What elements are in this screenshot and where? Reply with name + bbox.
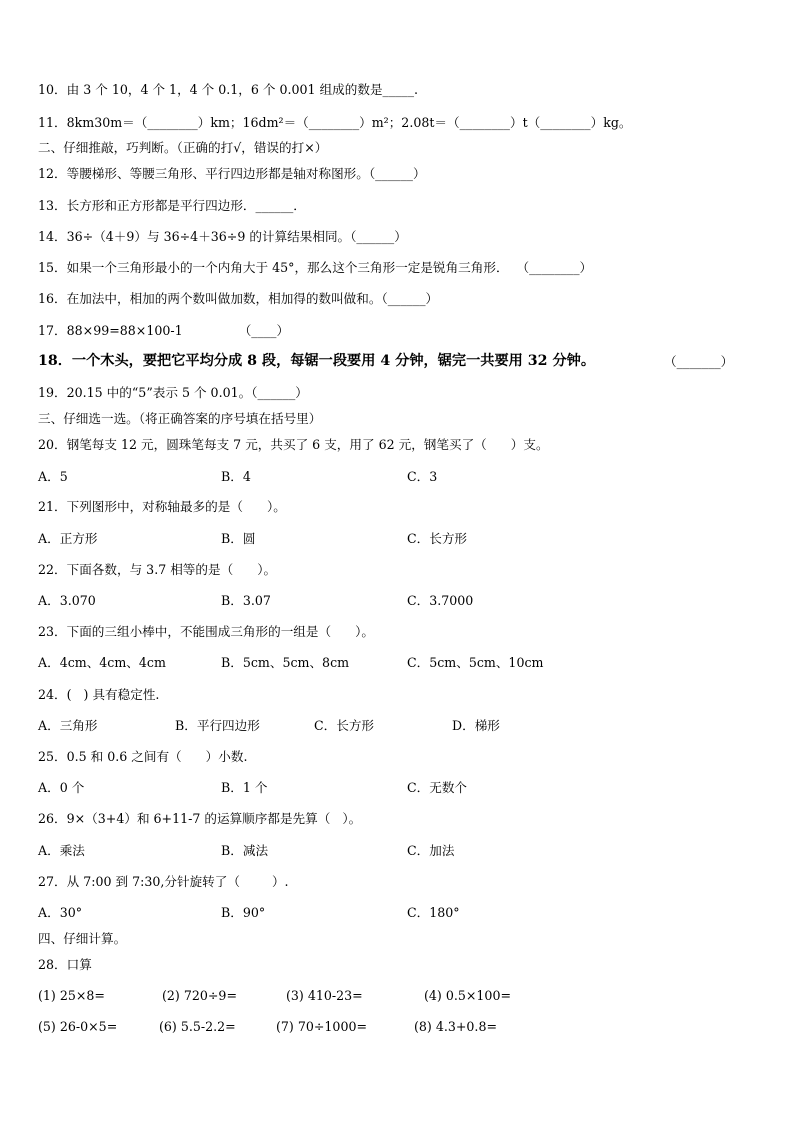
q21-option-b: B．圆 [221,531,256,546]
q26-option-c: C．加法 [407,843,455,858]
question-14: 14．36÷（4＋9）与 36÷4＋36÷9 的计算结果相同。（______） [38,229,407,244]
question-27: 27．从 7:00 到 7:30,分针旋转了（ ）. [38,874,289,889]
q25-option-a: A．0 个 [38,780,85,795]
section-4-heading: 四、仔细计算。 [38,931,127,946]
q20-option-b: B．4 [221,469,251,484]
q24-option-c: C．长方形 [314,718,375,733]
q23-option-b: B．5cm、5cm、8cm [221,655,350,670]
calc-item-5: (5) 26-0×5= [38,1019,118,1034]
q23-option-a: A．4cm、4cm、4cm [38,655,166,670]
question-22: 22．下面各数，与 3.7 相等的是（ ）。 [38,562,277,577]
q21-option-c: C．长方形 [407,531,468,546]
q20-option-a: A．5 [38,469,68,484]
question-20: 20．钢笔每支 12 元，圆珠笔每支 7 元，共买了 6 支，用了 62 元，钢笔买了（ ）支。 [38,437,549,452]
q27-option-c: C．180° [407,905,460,920]
question-15: 15．如果一个三角形最小的一个内角大于 45°，那么这个三角形一定是锐角三角形． （________） [38,260,593,275]
q22-option-a: A．3.070 [38,593,96,608]
question-28: 28．口算 [38,957,92,972]
q22-option-b: B．3.07 [221,593,271,608]
q24-option-d: D．梯形 [452,718,500,733]
section-3-heading: 三、仔细选一选。（将正确答案的序号填在括号里） [38,411,322,426]
calc-item-7: (7) 70÷1000= [276,1019,368,1034]
q20-option-c: C．3 [407,469,438,484]
calc-item-2: (2) 720÷9= [162,988,237,1003]
question-25: 25．0.5 和 0.6 之间有（ ）小数. [38,749,248,764]
q23-option-c: C．5cm、5cm、10cm [407,655,544,670]
question-10: 10．由 3 个 10，4 个 1，4 个 0.1，6 个 0.001 组成的数是_____. [38,82,419,97]
q25-option-c: C．无数个 [407,780,468,795]
q26-option-a: A．乘法 [38,843,85,858]
q27-option-b: B．90° [221,905,266,920]
question-17: 17．88×99=88×100-1 （____） [38,323,290,338]
question-23: 23．下面的三组小棒中，不能围成三角形的一组是（ ）。 [38,624,374,639]
section-2-heading: 二、仔细推敲，巧判断。（正确的打√，错误的打×） [38,140,328,155]
calc-item-4: (4) 0.5×100= [424,988,512,1003]
q25-option-b: B．1 个 [221,780,268,795]
question-24: 24．( ) 具有稳定性. [38,687,160,702]
q24-option-a: A．三角形 [38,718,98,733]
question-26: 26．9×（3+4）和 6+11-7 的运算顺序都是先算（ ）。 [38,811,362,826]
calc-item-1: (1) 25×8= [38,988,105,1003]
question-11: 11．8km30m＝（________）km；16dm²＝（________）m²；2.08t＝（________）t（________）kg。 [38,115,632,130]
q26-option-b: B．减法 [221,843,269,858]
calc-item-3: (3) 410-23= [286,988,363,1003]
question-19: 19．20.15 中的“5”表示 5 个 0.01。（______） [38,385,308,400]
q24-option-b: B．平行四边形 [175,718,260,733]
question-18: 18．一个木头，要把它平均分成 8 段，每锯一段要用 4 分钟，锯完一共要用 32 分钟。 [38,353,596,369]
q27-option-a: A．30° [38,905,83,920]
question-12: 12．等腰梯形、等腰三角形、平行四边形都是轴对称图形。（______） [38,166,426,181]
q22-option-c: C．3.7000 [407,593,474,608]
calc-item-8: (8) 4.3+0.8= [414,1019,498,1034]
question-18-blank: （_______） [664,354,734,369]
calc-item-6: (6) 5.5-2.2= [159,1019,236,1034]
question-13: 13．长方形和正方形都是平行四边形．______． [38,198,306,213]
q21-option-a: A．正方形 [38,531,98,546]
question-16: 16．在加法中，相加的两个数叫做加数，相加得的数叫做和。（______） [38,291,439,306]
question-21: 21．下列图形中，对称轴最多的是（ ）。 [38,499,286,514]
